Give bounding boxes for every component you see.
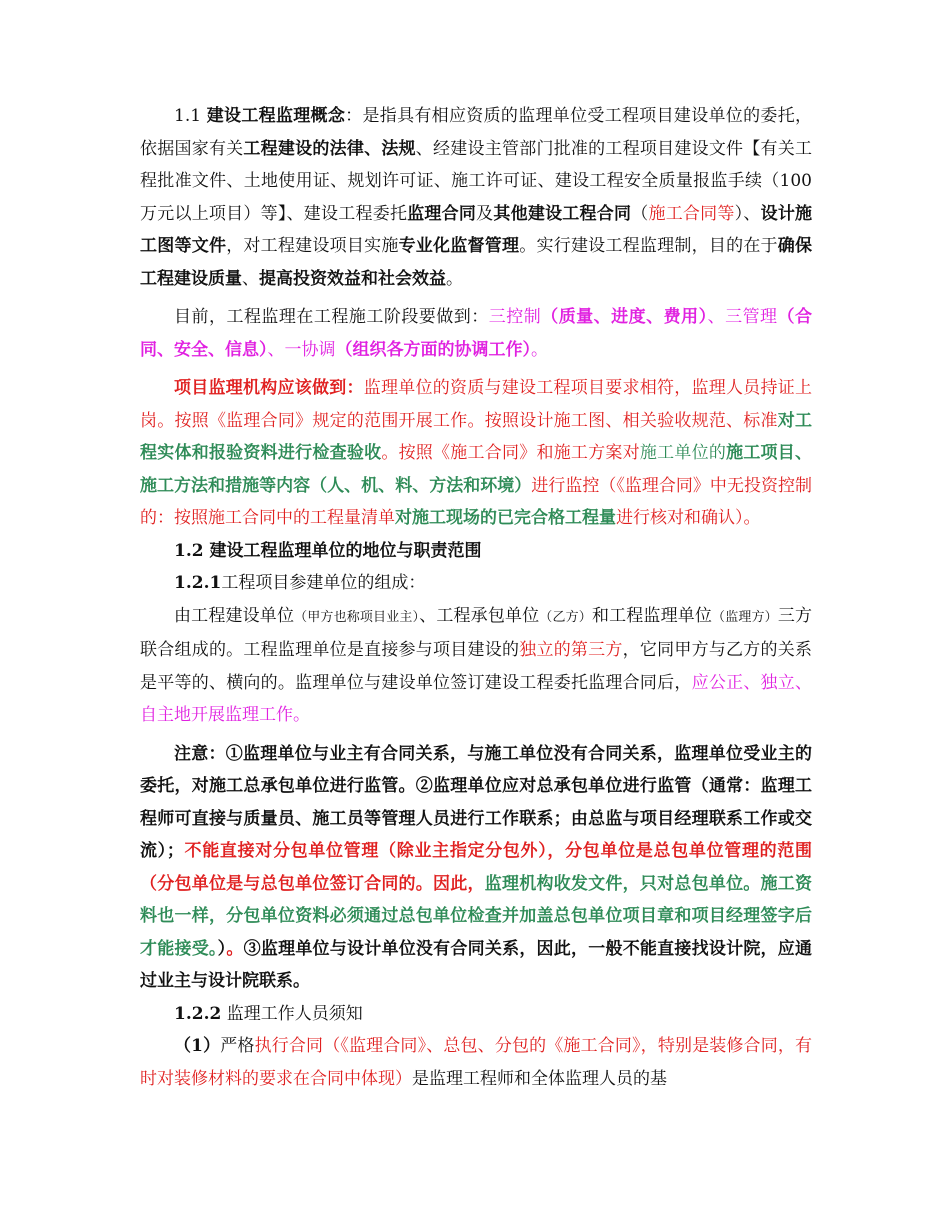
paragraph-concept: 1.1 建设工程监理概念：是指具有相应资质的监理单位受工程项目建设单位的委托，依据国家有关工程建设的法律、法规、经建设主管部门批准的工程项目建设文件【有关工程批准文件、土地使用证、规划许可证、施工许可证、建设工程安全质量报监手续（100 万元以上项目）等】、建设工程委托监理合同及其他建设工程合同（施工合同等）、设计施工图等文件，对工程建设项目实施专业化监督管理。实行建设工程监理制，目的在于确保工程建设质量、提高投资效益和社会效益。 [140,106,813,289]
paragraph-item-1: （1）严格执行合同（《监理合同》、总包、分包的《施工合同》，特别是装修合同，有时对装修材料的要求在合同中体现）是监理工程师和全体监理人员的基 [140,1036,813,1089]
subsection-heading-1-2-1: 1.2.1工程项目参建单位的组成： [174,573,426,593]
paragraph-three-control: 目前，工程监理在工程施工阶段要做到：三控制（质量、进度、费用）、三管理（合同、安全、信息）、一协调（组织各方面的协调工作）。 [140,307,813,360]
paragraph-parties: 由工程建设单位（甲方也称项目业主）、工程承包单位（乙方）和工程监理单位（监理方）三方联合组成的。工程监理单位是直接参与项目建设的独立的第三方，它同甲方与乙方的关系是平等的、横向的。监理单位与建设单位签订建设工程委托监理合同后，应公正、独立、自主地开展监理工作。 [140,605,813,725]
paragraph-note: 注意：①监理单位与业主有合同关系，与施工单位没有合同关系，监理单位受业主的委托，对施工总承包单位进行监管。②监理单位应对总承包单位进行监管（通常：监理工程师可直接与质量员、施工员等管理人员进行工作联系；由总监与项目经理联系工作或交流）；不能直接对分包单位管理（除业主指定分包外），分包单位是总包单位管理的范围（分包单位是与总包单位签订合同的。因此，监理机构收发文件，只对总包单位。施工资料也一样，分包单位资料必须通过总包单位检查并加盖总包单位项目章和项目经理签字后才能接受。）。③监理单位与设计单位没有合同关系，因此，一般不能直接找设计院，应通过业主与设计院联系。 [140,743,813,991]
section-heading-1-2: 1.2 建设工程监理单位的地位与职责范围 [174,540,482,561]
document-page [140,100,812,1095]
document-list: 【有关工程批准文件、土地使用证、规划许可证、施工许可证、建设工程安全质量报监手续（100 万元以上项目）等】 [140,138,813,224]
paragraph-agency-duty: 项目监理机构应该做到：监理单位的资质与建设工程项目要求相符，监理人员持证上岗。按照《监理合同》规定的范围开展工作。按照设计施工图、相关验收规范、标准对工程实体和报验资料进行检查验收。按照《施工合同》和施工方案对施工单位的施工项目、施工方法和措施等内容（人、机、料、方法和环境）进行监控（《监理合同》中无投资控制的：按照施工合同中的工程量清单对施工现场的已完合格工程量进行核对和确认）。 [140,378,813,528]
subsection-heading-1-2-2: 1.2.2 监理工作人员须知 [174,1003,363,1024]
term-concept: 建设工程监理概念 [206,106,346,126]
